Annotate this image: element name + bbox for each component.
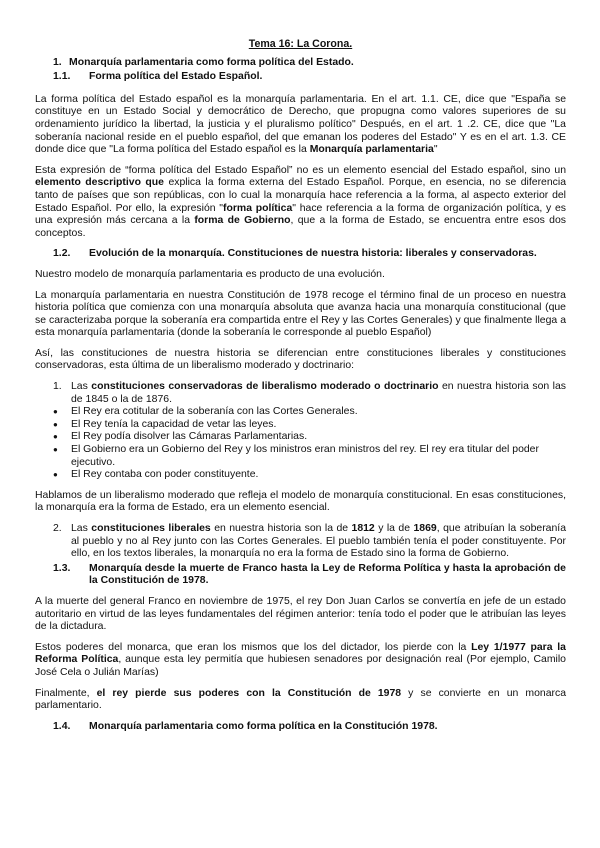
section-title: Monarquía desde la muerte de Franco hasta la Ley de Reforma Política y hasta la aprobación de la Constitución de 1978. [89, 562, 566, 587]
section-number: 1.1. [53, 71, 71, 83]
paragraph-constitucion-1978: La monarquía parlamentaria en nuestra Constitución de 1978 recoge el término final de un proceso en nuestra historia política que comienza con una monarquía absoluta que avanza hacia una monarquía constitucional (que se caracterizaba porque la soberanía era compartida entre el Rey y las Cortes Generales) y que finalmente llega a esta monarquía parlamentaria (donde la soberanía le corresponde al pueblo Español) [35, 289, 566, 339]
emphasis: Monarquía parlamentaria [309, 144, 434, 156]
section-heading-1-3 [53, 563, 566, 588]
paragraph-liberalismo-moderado: Hablamos de un liberalismo moderado que refleja el modelo de monarquía constitucional. En esas constituciones, la monarquía era la forma de Estado, era un elemento esencial. [35, 489, 566, 514]
bullet-icon: ● [53, 470, 58, 480]
paragraph-constituciones: Así, las constituciones de nuestra historia se diferencian entre constituciones liberales y constituciones conservadoras, esta última de un liberalismo moderado y doctrinario: [35, 347, 566, 372]
section-number: 1.3. [53, 562, 71, 574]
numbered-list [35, 523, 566, 561]
emphasis: 1869 [413, 523, 437, 534]
emphasis: elemento descriptivo que [35, 177, 164, 189]
paragraph-forma-politica: La forma política del Estado español es la monarquía parlamentaria. En el art. 1.1. CE, dice que "España se constituye en un Estado Social y democrático de Derecho, que propugna como valores superiores de su ordenamiento jurídico la libertad, la justicia y el pluralismo político" Después, en el art. 1 .2. CE, dice que "La soberanía nacional reside en el pueblo español, del que emanan los poderes del Estado" Y es en el art. 1.3. CE donde dice que "La forma política del Estado español es la Monarquía parlamentaria" [35, 93, 566, 156]
emphasis: constituciones conservadoras de liberalismo moderado o doctrinario [91, 381, 439, 393]
numbered-list [35, 381, 566, 406]
list-item: ● El Rey contaba con poder constituyente. [53, 469, 259, 481]
section-number: 1.2. [53, 248, 71, 260]
emphasis: forma de Gobierno [194, 215, 291, 227]
bullet-icon: ● [53, 407, 58, 417]
section-title: Forma política del Estado Español. [89, 71, 263, 83]
bullet-icon: ● [53, 419, 58, 429]
list-item: 1. Las constituciones conservadoras de liberalismo moderado o doctrinario en nuestra historia son las de 1845 o la de 1876. [53, 381, 566, 405]
list-item: ● El Rey tenía la capacidad de vetar las leyes. [53, 418, 277, 430]
list-item: 2. Las constituciones liberales en nuestra historia son la de 1812 y la de 1869, que atribuían la soberanía al pueblo y no al Rey junto con las Cortes Generales. El pueblo también tenía el poder constituyente. Por ello, en los textos liberales, la monarquía no era la forma de Estado sino la forma de Gobierno. [53, 523, 566, 560]
paragraph-evolucion: Nuestro modelo de monarquía parlamentaria es producto de una evolución. [35, 268, 385, 280]
section-title: Monarquía parlamentaria como forma política del Estado. [69, 56, 354, 68]
emphasis: 1812 [351, 523, 375, 534]
list-item: ● El Gobierno era un Gobierno del Rey y los ministros eran ministros del rey. El rey era titular del poder ejecutivo. [53, 444, 539, 468]
section-heading-1-1 [53, 71, 566, 84]
page-title: Tema 16: La Corona. [248, 38, 353, 50]
section-title: Monarquía parlamentaria como forma política en la Constitución 1978. [89, 720, 438, 732]
section-heading-1 [53, 57, 566, 70]
list-item: ● El Rey podía disolver las Cámaras Parlamentarias. [53, 431, 308, 443]
paragraph-finalmente: Finalmente, el rey pierde sus poderes con la Constitución de 1978 y se convierte en un monarca parlamentario. [35, 687, 567, 712]
paragraph-muerte-franco: A la muerte del general Franco en noviembre de 1975, el rey Don Juan Carlos se convertía en jefe de un estado autoritario en virtud de las leyes fundamentales del régimen anterior: tenía todo el poder que le atribuían las leyes de la dictadura. [35, 595, 566, 633]
list-item: ● El Rey era cotitular de la soberanía con las Cortes Generales. [53, 406, 358, 418]
emphasis: el rey pierde sus poderes con la Constitución de 1978 [96, 687, 402, 699]
section-heading-1-2 [53, 248, 566, 261]
bullet-list [35, 406, 566, 482]
section-number: 1.4. [53, 720, 71, 732]
list-number: 2. [53, 523, 62, 534]
section-number: 1. [53, 56, 62, 68]
list-number: 1. [53, 381, 62, 393]
bullet-icon: ● [53, 432, 58, 442]
paragraph-elemento-descriptivo: Esta expresión de “forma política del Estado Español” no es un elemento esencial del Estado español, sino un elemento descriptivo que explica la forma externa del Estado Español. Porque, en esencia, no se diferencia tanto de países que son repúblicas, con lo cual la monarquía hace referencia a la forma, al aspecto exterior del Estado Español. Por ello, la expresión "forma política" hace referencia a la forma de organización política, y es una expresión más cercana a la forma de Gobierno, que a la forma de Estado, se encuentra entre esos dos conceptos. [35, 164, 566, 239]
emphasis: forma política [223, 202, 293, 214]
section-heading-1-4 [53, 721, 566, 734]
section-title: Evolución de la monarquía. Constituciones de nuestra historia: liberales y conservadoras. [89, 248, 537, 260]
bullet-icon: ● [53, 445, 58, 455]
emphasis: constituciones liberales [91, 523, 211, 534]
paragraph-reforma-politica: Estos poderes del monarca, que eran los mismos que los del dictador, los pierde con la Ley 1/1977 para la Reforma Política, aunque esta ley permitía que hubiesen senadores por designación real (Por ejemplo, Camilo José Cela o Julián Marías) [35, 641, 566, 678]
emphasis: Ley 1/1977 para la Reforma Política [35, 641, 566, 666]
